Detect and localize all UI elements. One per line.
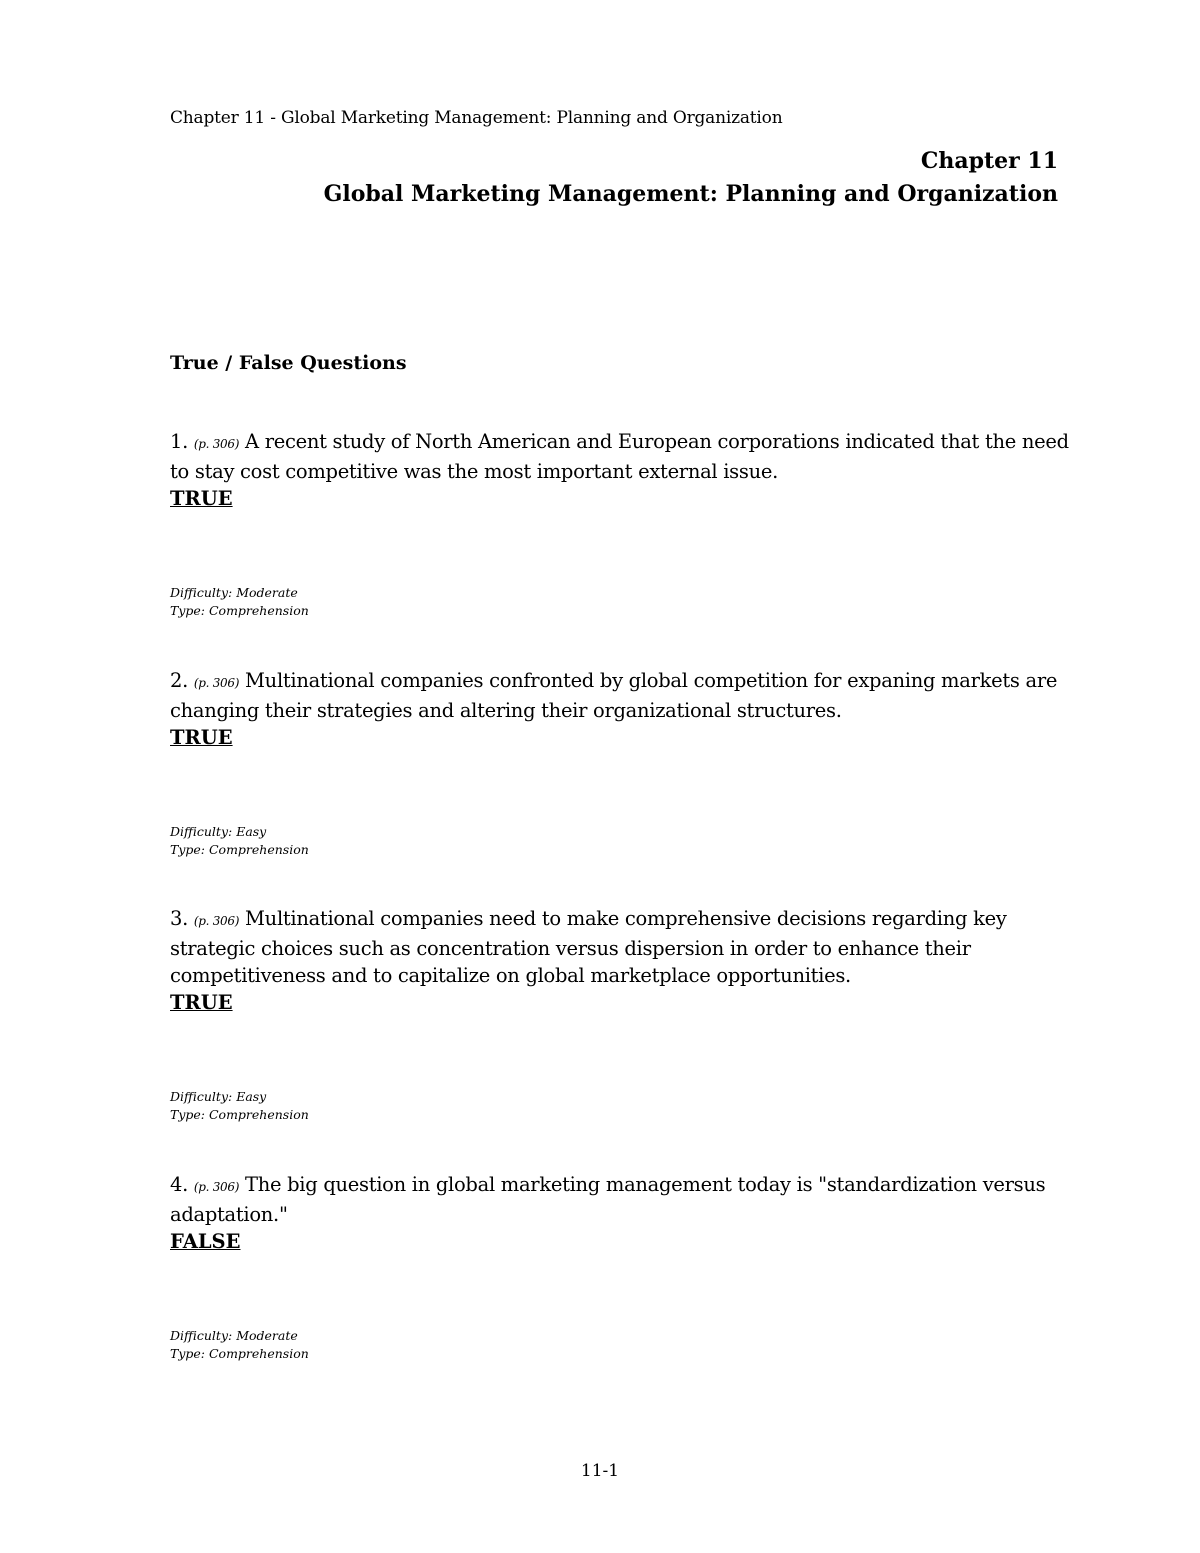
- type-label: Type: Comprehension: [170, 1107, 309, 1122]
- answer-label: TRUE: [170, 726, 233, 749]
- question-item: [170, 667, 1070, 859]
- chapter-heading: Chapter 11: [920, 148, 1058, 174]
- type-label: Type: Comprehension: [170, 842, 309, 857]
- chapter-title-block: [324, 145, 1058, 211]
- question-text: The big question in global marketing management today is "standardization versus adaptation.": [170, 1173, 1046, 1226]
- question-number: 2.: [170, 669, 189, 692]
- question-body: [170, 667, 1070, 724]
- chapter-subtitle: Global Marketing Management: Planning and Organization: [323, 181, 1058, 207]
- question-body: [170, 1171, 1070, 1228]
- question-number: 4.: [170, 1173, 189, 1196]
- page-reference: (p. 306): [193, 914, 240, 928]
- question-number: 1.: [170, 430, 189, 453]
- question-item: [170, 905, 1070, 1124]
- difficulty-label: Difficulty: Easy: [170, 1089, 267, 1104]
- page-reference: (p. 306): [193, 437, 240, 451]
- difficulty-label: Difficulty: Easy: [170, 824, 267, 839]
- question-text: Multinational companies confronted by global competition for expaning markets are changing their strategies and altering their organizational structures.: [170, 669, 1058, 722]
- answer-label: TRUE: [170, 991, 233, 1014]
- page-number: 11-1: [580, 1461, 620, 1481]
- section-title: True / False Questions: [170, 352, 407, 374]
- page-reference: (p. 306): [193, 676, 240, 690]
- answer-label: TRUE: [170, 487, 233, 510]
- page-reference: (p. 306): [193, 1180, 240, 1194]
- difficulty-label: Difficulty: Moderate: [170, 585, 298, 600]
- question-item: [170, 1171, 1070, 1363]
- question-text: A recent study of North American and European corporations indicated that the need to stay cost competitive was the most important external issue.: [170, 430, 1069, 483]
- answer-label: FALSE: [170, 1230, 241, 1253]
- question-body: [170, 905, 1070, 989]
- difficulty-label: Difficulty: Moderate: [170, 1328, 298, 1343]
- question-number: 3.: [170, 907, 189, 930]
- running-header: Chapter 11 - Global Marketing Management: Planning and Organization: [170, 108, 783, 128]
- question-body: [170, 428, 1070, 485]
- type-label: Type: Comprehension: [170, 1346, 309, 1361]
- question-item: [170, 428, 1070, 620]
- question-text: Multinational companies need to make comprehensive decisions regarding key strategic choices such as concentration versus dispersion in order to enhance their competitiveness and to capitalize on global marketplace opportunities.: [170, 907, 1007, 987]
- type-label: Type: Comprehension: [170, 603, 309, 618]
